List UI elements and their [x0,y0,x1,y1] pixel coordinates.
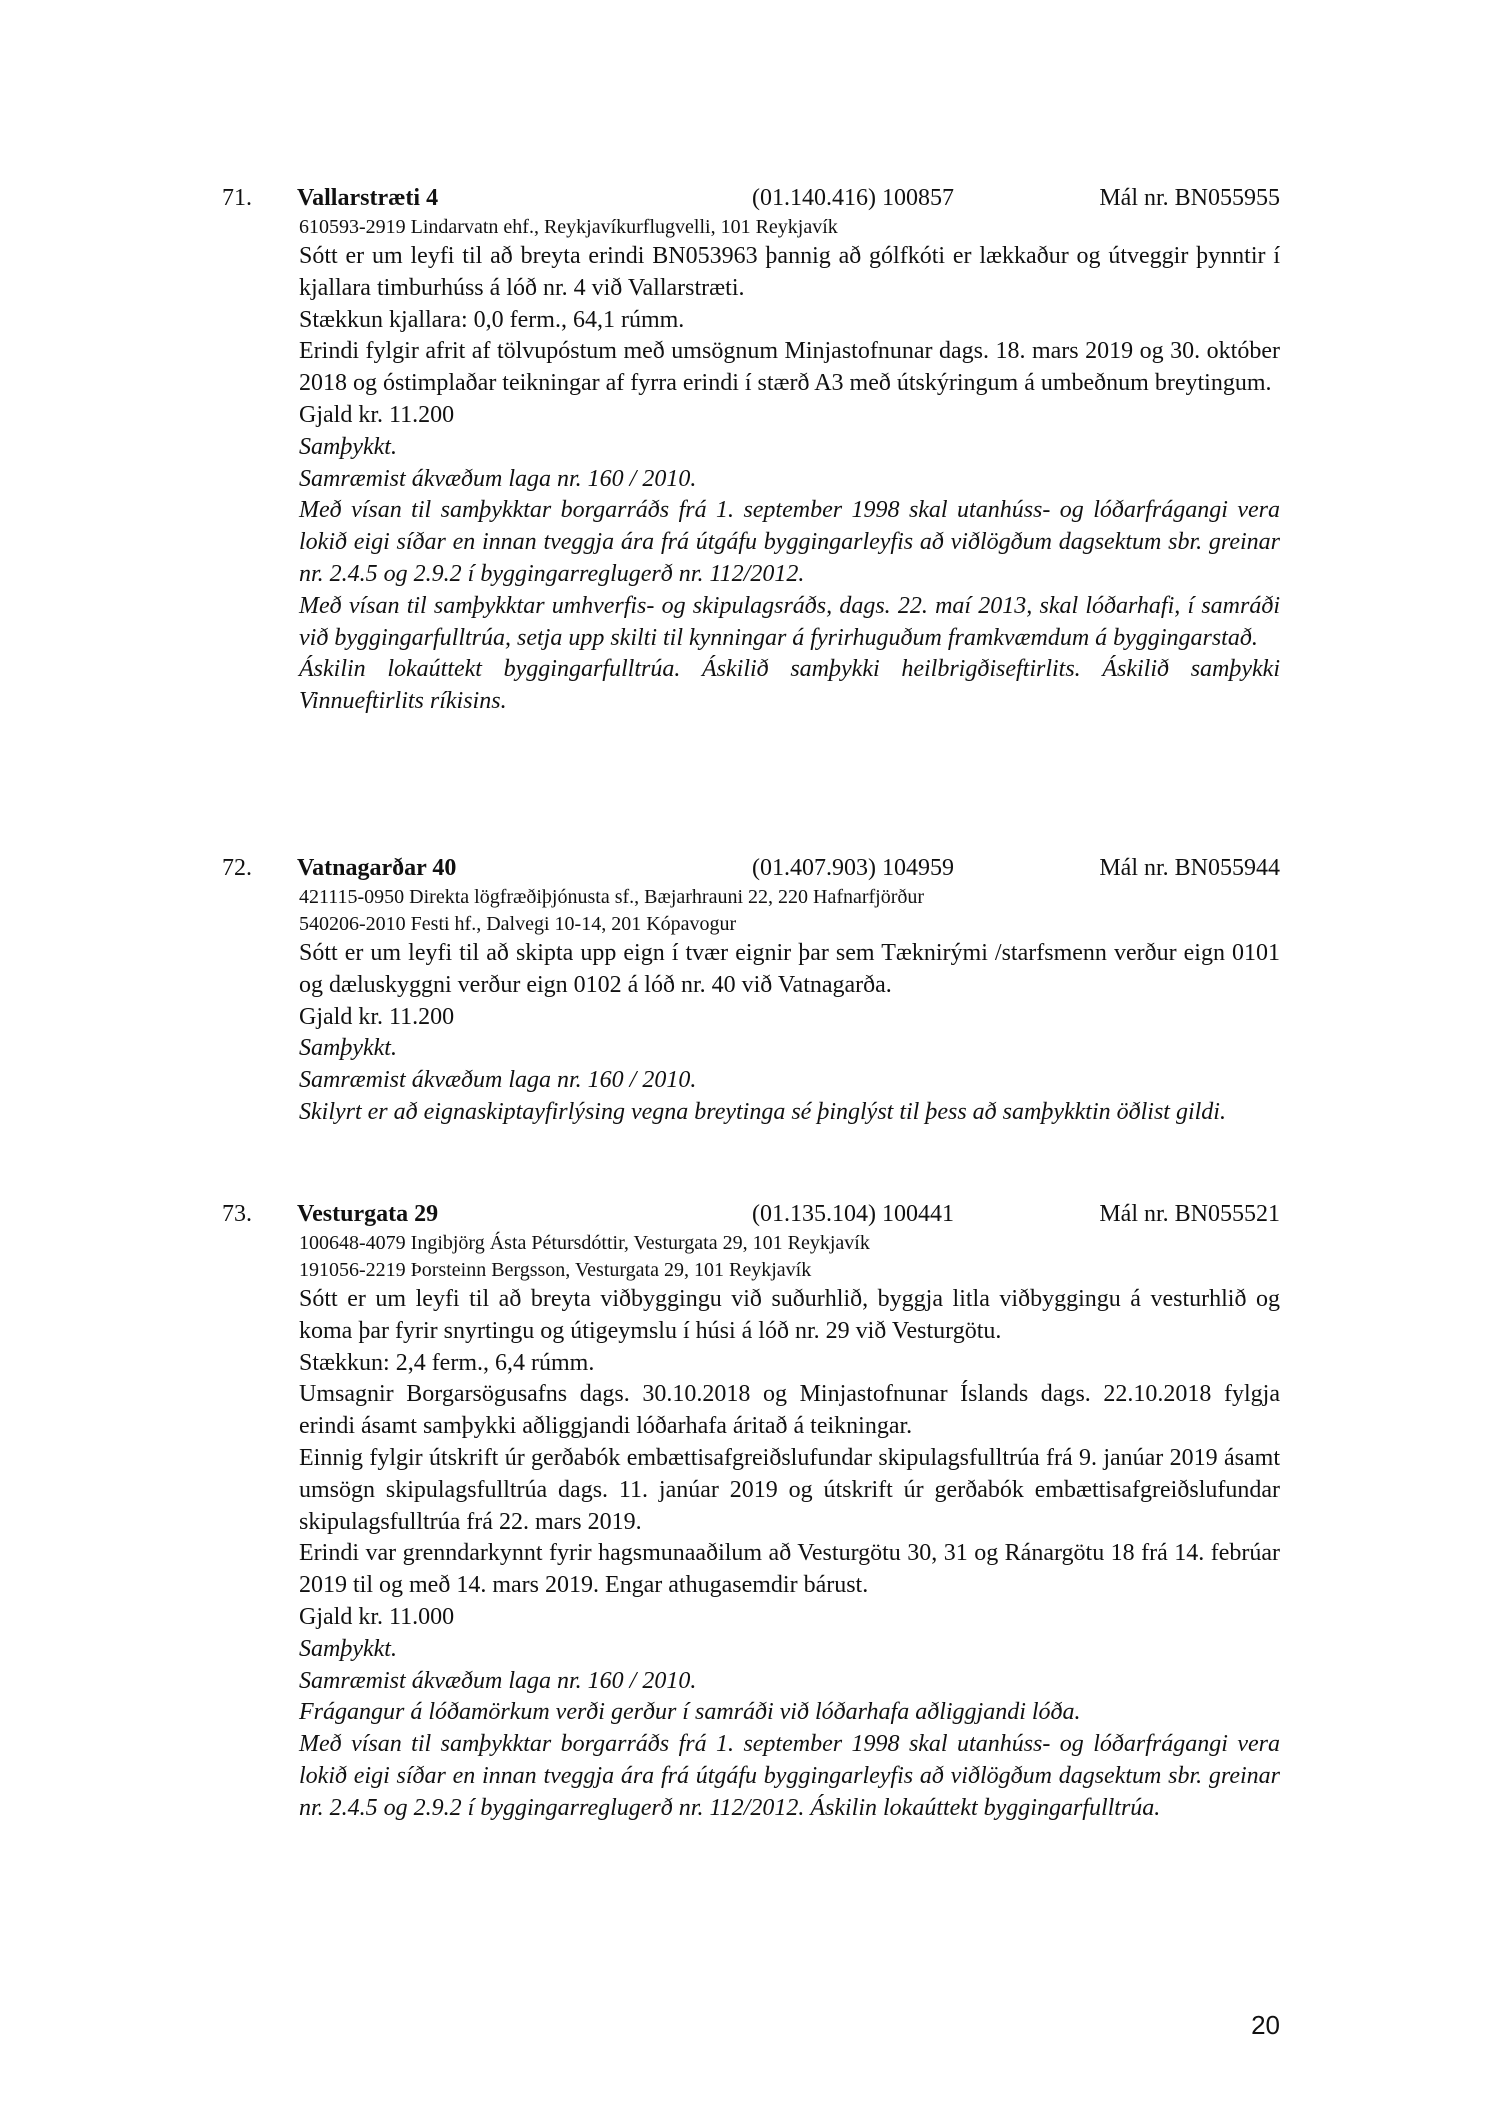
decision-condition: Með vísan til samþykktar umhverfis- og skipulagsráðs, dags. 22. maí 2013, skal lóðarhafi, í samráði við byggingarfulltrúa, setja upp skilti til kynningar á fyrirhuguðum framkvæmdum á byggingarstað. [299,592,1280,651]
case-entry-73 [0,1198,1500,1825]
decision-condition: Áskilin lokaúttekt byggingarfulltrúa. Áskilið samþykki heilbrigðiseftirlits. Áskilið samþykki Vinnueftirlits ríkisins. [299,656,1280,715]
decision-condition: Frágangur á lóðamörkum verði gerður í samráði við lóðarhafa aðliggjandi lóða. [299,1699,1081,1726]
fee-line: Gjald kr. 11.000 [299,1603,455,1630]
entry-header [0,1198,1500,1230]
case-entry-71 [0,182,1500,718]
attachments-paragraph: Erindi fylgir afrit af tölvupóstum með umsögnum Minjastofnunar dags. 18. mars 2019 og 30. október 2018 og óstimplaðar teikningar af fyrra erindi í stærð A3 með útskýringum á umbeðnum breytingum. [299,338,1280,397]
description-paragraph: Sótt er um leyfi til að skipta upp eign í tvær eignir þar sem Tæknirými /starfsmenn verður eign 0101 og dæluskyggni verður eign 0102 á lóð nr. 40 við Vatnagarða. [299,940,1280,998]
attachments-paragraph: Einnig fylgir útskrift úr gerðabók embættisafgreiðslufundar skipulagsfulltrúa frá 9. janúar 2019 ásamt umsögn skipulagsfulltrúa dags. 11. janúar 2019 og útskrift úr gerðabók embættisafgreiðslufundar skipulagsfulltrúa frá 22. mars 2019. [299,1444,1280,1535]
decision-approved: Samþykkt. [299,1035,397,1062]
entry-number: 72. [222,855,252,881]
applicant-line: 100648-4079 Ingibjörg Ásta Pétursdóttir, Vesturgata 29, 101 Reykjavík [299,1232,870,1254]
entry-number: 71. [222,185,252,211]
case-number: Mál nr. BN055521 [1099,1201,1280,1227]
description-paragraph: Sótt er um leyfi til að breyta erindi BN053963 þannig að gólfkóti er lækkaður og útveggir þynntir í kjallara timburhúss á lóð nr. 4 við Vallarstræti. [299,243,1280,301]
fee-line: Gjald kr. 11.200 [299,401,455,428]
plot-number: (01.135.104) 100441 [752,1201,954,1227]
reviews-paragraph: Umsagnir Borgarsögusafns dags. 30.10.2018 og Minjastofnunar Íslands dags. 22.10.2018 fylgja erindi ásamt samþykki aðliggjandi lóðarhafa áritað á teikningar. [299,1381,1280,1440]
decision-condition: Með vísan til samþykktar borgarráðs frá 1. september 1998 skal utanhúss- og lóðarfrágangi vera lokið eigi síðar en innan tveggja ára frá útgáfu byggingarleyfis að viðlögðum dagsektum sbr. greinar nr. 2.4.5 og 2.9.2 í byggingarreglugerð nr. 112/2012. Áskilin lokaúttekt byggingarfulltrúa. [299,1731,1280,1821]
plot-number: (01.407.903) 104959 [752,855,954,881]
decision-condition: Skilyrt er að eignaskiptayfirlýsing vegna breytinga sé þinglýst til þess að samþykktin öðlist gildi. [299,1098,1226,1125]
applicant-line: 191056-2219 Þorsteinn Bergsson, Vesturgata 29, 101 Reykjavík [299,1259,812,1281]
decision-approved: Samþykkt. [299,433,397,460]
page-number: 20 [1251,2010,1280,2040]
enlargement-paragraph: Stækkun: 2,4 ferm., 6,4 rúmm. [299,1349,595,1376]
entry-header [0,182,1500,214]
decision-law-compliance: Samræmist ákvæðum laga nr. 160 / 2010. [299,465,697,492]
decision-approved: Samþykkt. [299,1635,397,1662]
case-entry-72 [0,852,1500,1129]
enlargement-paragraph: Stækkun kjallara: 0,0 ferm., 64,1 rúmm. [299,306,685,333]
entry-number: 73. [222,1201,252,1227]
street-address: Vesturgata 29 [297,1201,439,1227]
decision-law-compliance: Samræmist ákvæðum laga nr. 160 / 2010. [299,1667,697,1694]
decision-condition: Með vísan til samþykktar borgarráðs frá 1. september 1998 skal utanhúss- og lóðarfrágangi vera lokið eigi síðar en innan tveggja ára frá útgáfu byggingarleyfis að viðlögðum dagsektum sbr. greinar nr. 2.4.5 og 2.9.2 í byggingarreglugerð nr. 112/2012. [299,497,1280,587]
case-number: Mál nr. BN055955 [1099,185,1280,211]
street-address: Vatnagarðar 40 [297,855,457,881]
street-address: Vallarstræti 4 [297,185,439,211]
applicant-line: 610593-2919 Lindarvatn ehf., Reykjavíkurflugvelli, 101 Reykjavík [299,216,838,238]
fee-line: Gjald kr. 11.200 [299,1003,455,1030]
decision-law-compliance: Samræmist ákvæðum laga nr. 160 / 2010. [299,1067,697,1094]
description-paragraph: Sótt er um leyfi til að breyta viðbyggingu við suðurhlið, byggja litla viðbyggingu á vesturhlið og koma þar fyrir snyrtingu og útigeymslu í húsi á lóð nr. 29 við Vesturgötu. [299,1286,1280,1344]
entry-header [0,852,1500,884]
neighbour-notice-paragraph: Erindi var grenndarkynnt fyrir hagsmunaaðilum að Vesturgötu 30, 31 og Ránargötu 18 frá 14. febrúar 2019 til og með 14. mars 2019. Engar athugasemdir bárust. [299,1540,1280,1599]
applicant-line: 540206-2010 Festi hf., Dalvegi 10-14, 201 Kópavogur [299,913,737,935]
applicant-line: 421115-0950 Direkta lögfræðiþjónusta sf., Bæjarhrauni 22, 220 Hafnarfjörður [299,886,925,908]
case-number: Mál nr. BN055944 [1099,855,1280,881]
plot-number: (01.140.416) 100857 [752,185,954,211]
